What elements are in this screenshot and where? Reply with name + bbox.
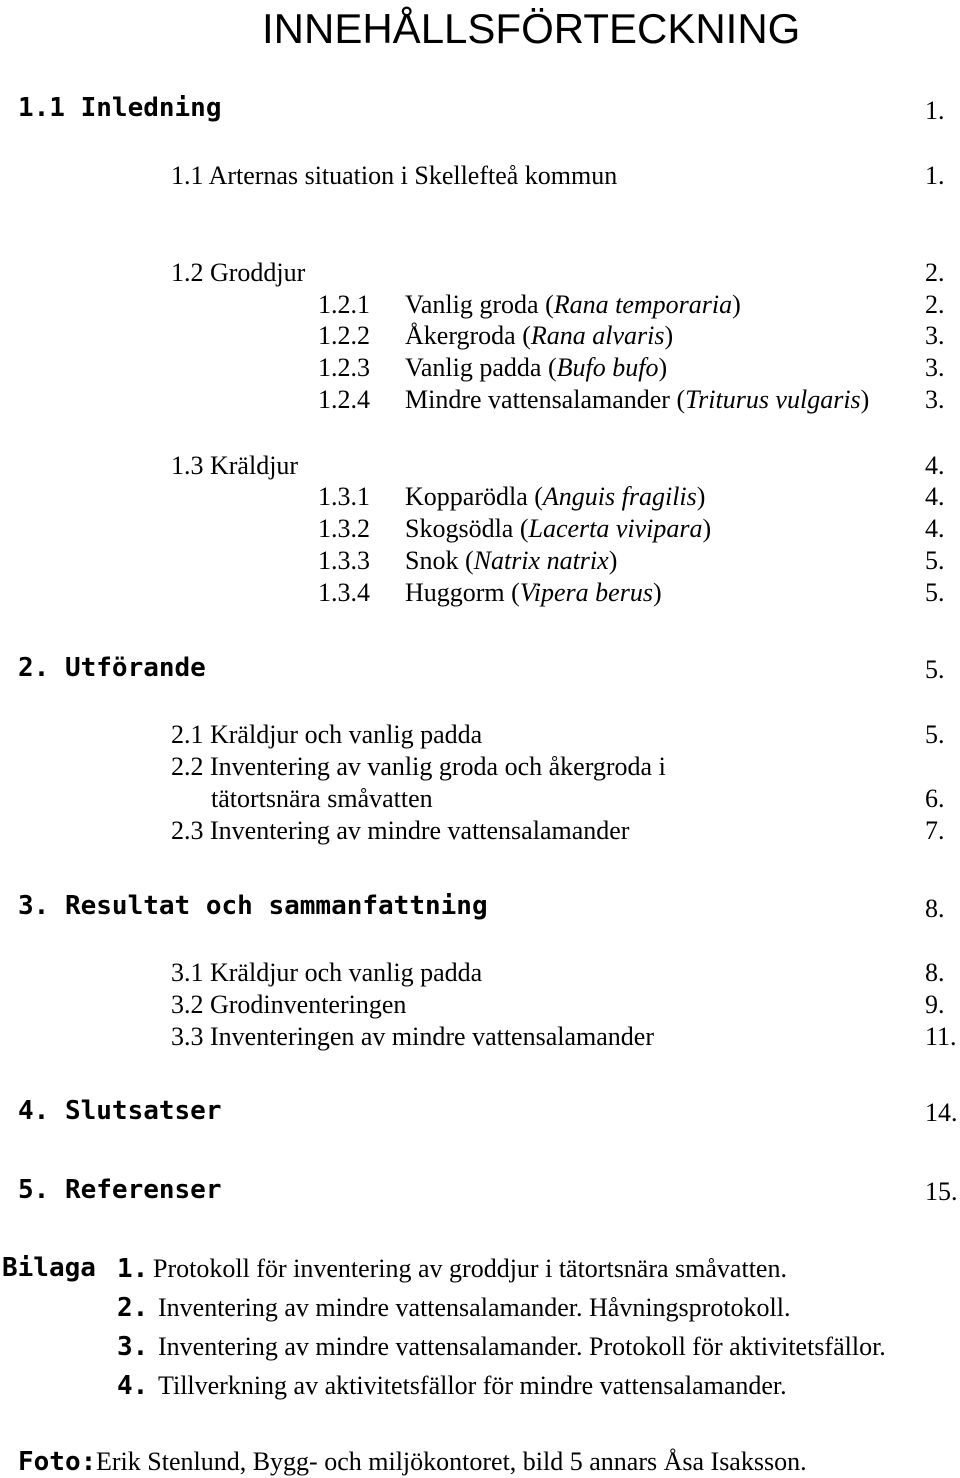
toc-entry-number: 1.3.4 <box>318 578 370 607</box>
toc-entry-1-3-4: Huggorm (Vipera berus) <box>405 578 662 607</box>
photo-credit: Erik Stenlund, Bygg- och miljökontoret, bild 5 annars Åsa Isaksson. <box>96 1447 807 1476</box>
appendix-item-number: 4. <box>117 1371 149 1401</box>
toc-entry-1-3-1: Kopparödla (Anguis fragilis) <box>405 482 706 511</box>
page-title: INNEHÅLLSFÖRTECKNING <box>262 5 801 52</box>
toc-entry-number: 1.3.2 <box>318 514 370 543</box>
appendix-item: Tillverkning av aktivitetsfällor för mindre vattensalamander. <box>158 1371 787 1400</box>
page-number: 5. <box>925 546 945 575</box>
toc-entry-1-2: 1.2 Groddjur <box>171 258 306 287</box>
toc-entry-2-2: 2.2 Inventering av vanlig groda och åkergroda i <box>171 752 666 781</box>
page-number: 4. <box>925 514 945 543</box>
page-number: 2. <box>925 258 945 287</box>
appendix-item: Inventering av mindre vattensalamander. Håvningsprotokoll. <box>158 1293 791 1322</box>
page-number: 6. <box>925 784 945 813</box>
page-number: 9. <box>925 990 945 1019</box>
toc-entry-3-3: 3.3 Inventeringen av mindre vattensalamander <box>171 1022 654 1051</box>
page-number: 15. <box>925 1177 958 1206</box>
toc-entry-2-3: 2.3 Inventering av mindre vattensalamander <box>171 816 630 845</box>
toc-entry-1-1: 1.1 Arternas situation i Skellefteå kommun <box>171 161 618 190</box>
toc-entry-number: 1.2.1 <box>318 290 370 319</box>
appendix-item: Inventering av mindre vattensalamander. Protokoll för aktivitetsfällor. <box>158 1332 886 1361</box>
toc-entry-1-3-2: Skogsödla (Lacerta vivipara) <box>405 514 712 543</box>
toc-entry-3-2: 3.2 Grodinventeringen <box>171 990 407 1019</box>
toc-entry-2-2-continued: tätortsnära småvatten <box>211 784 433 813</box>
page-number: 2. <box>925 290 945 319</box>
toc-entry-1-2-4: Mindre vattensalamander (Triturus vulgaris) <box>405 385 870 414</box>
toc-entry-number: 1.2.3 <box>318 353 370 382</box>
toc-entry-1-2-2: Åkergroda (Rana alvaris) <box>405 321 674 350</box>
photo-credit-label: Foto: <box>18 1447 97 1477</box>
section-heading-slutsatser: 4. Slutsatser <box>18 1096 222 1126</box>
page-number: 11. <box>925 1022 957 1051</box>
page-number: 8. <box>925 958 945 987</box>
section-heading-resultat: 3. Resultat och sammanfattning <box>18 891 488 921</box>
page-number: 5. <box>925 720 945 749</box>
section-heading-referenser: 5. Referenser <box>18 1175 222 1205</box>
toc-entry-number: 1.3.1 <box>318 482 370 511</box>
toc-entry-1-2-3: Vanlig padda (Bufo bufo) <box>405 353 668 382</box>
page-number: 4. <box>925 451 945 480</box>
appendix-item-number: 3. <box>117 1332 149 1362</box>
page-number: 3. <box>925 385 945 414</box>
appendix-item: Protokoll för inventering av groddjur i tätortsnära småvatten. <box>153 1254 787 1283</box>
page-number: 3. <box>925 321 945 350</box>
toc-entry-number: 1.3.3 <box>318 546 370 575</box>
appendix-label: Bilaga <box>2 1253 96 1283</box>
toc-entry-2-1: 2.1 Kräldjur och vanlig padda <box>171 720 483 749</box>
toc-entry-1-3-3: Snok (Natrix natrix) <box>405 546 618 575</box>
section-heading-inledning: 1.1 Inledning <box>18 93 222 123</box>
appendix-item-number: 2. <box>117 1293 149 1323</box>
page-number: 1. <box>925 96 945 125</box>
toc-entry-number: 1.2.2 <box>318 321 370 350</box>
page-number: 4. <box>925 482 945 511</box>
page-number: 14. <box>925 1098 958 1127</box>
toc-entry-1-2-1: Vanlig groda (Rana temporaria) <box>405 290 741 319</box>
page-number: 8. <box>925 894 945 923</box>
page-number: 7. <box>925 816 945 845</box>
toc-entry-3-1: 3.1 Kräldjur och vanlig padda <box>171 958 483 987</box>
section-heading-utforande: 2. Utförande <box>18 653 206 683</box>
page-number: 5. <box>925 655 945 684</box>
appendix-item-number: 1. <box>117 1254 149 1284</box>
page-number: 3. <box>925 353 945 382</box>
toc-entry-1-3: 1.3 Kräldjur <box>171 451 299 480</box>
toc-entry-number: 1.2.4 <box>318 385 370 414</box>
page-number: 1. <box>925 161 945 190</box>
page-number: 5. <box>925 578 945 607</box>
